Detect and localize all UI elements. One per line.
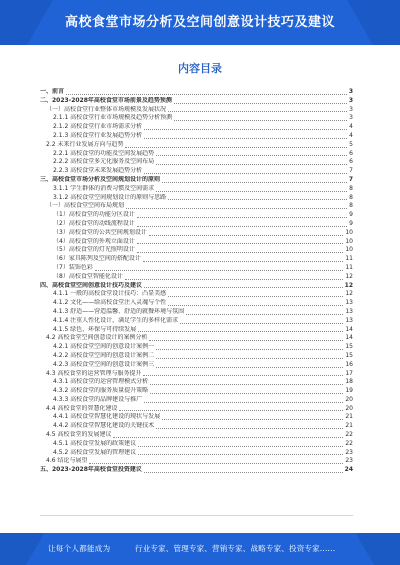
- toc-entry-text: （6）家具陈列及空间的搭配设计: [53, 255, 141, 263]
- toc-leader-dots: [125, 147, 347, 148]
- toc-entry-text: 4.2 高校食堂空间创意设计的案例分析: [46, 334, 148, 342]
- toc-entry[interactable]: [40, 405, 353, 414]
- toc-entry-page: 15: [345, 351, 353, 359]
- toc-entry[interactable]: [40, 114, 353, 123]
- toc-entry[interactable]: [40, 352, 353, 361]
- toc-leader-dots: [150, 393, 343, 394]
- toc-entry-page: 8: [349, 184, 353, 192]
- toc-entry-text: （1）高校食堂的功能分区设计: [53, 211, 135, 219]
- toc-entry[interactable]: [40, 378, 353, 387]
- toc-entry[interactable]: [40, 132, 353, 141]
- toc-entry-text: 4.1.3 舒适——营造温馨、舒适的就餐环境与氛围: [53, 307, 185, 315]
- toc-entry-page: 8: [349, 193, 353, 201]
- toc-entry-text: 2.1.3 高校食堂行业发展趋势分析: [53, 131, 143, 139]
- toc-entry-text: 3.1.2 高校食堂空间规划设计的原则与思路: [53, 193, 167, 201]
- toc-entry-text: 4.2.3 高校食堂空间的创意设计案例三: [53, 360, 155, 368]
- toc-entry[interactable]: [40, 326, 353, 335]
- toc-leader-dots: [174, 103, 347, 104]
- toc-entry-page: 18: [345, 378, 353, 386]
- toc-entry-page: 20: [345, 404, 353, 412]
- footer-slogan-right: 行业专家、管理专家、营销专家、战略专家、投资专家......: [135, 544, 336, 553]
- toc-leader-dots: [143, 375, 343, 376]
- toc-entry-page: 3: [349, 114, 353, 122]
- toc-entry[interactable]: [40, 238, 353, 247]
- toc-entry-text: （3）高校食堂的公共空间规划设计: [53, 228, 147, 236]
- toc-entry[interactable]: [40, 88, 353, 97]
- bottom-divider: [40, 515, 353, 516]
- toc-entry-text: 4.3 高校食堂的运营管理与服务提升: [46, 369, 142, 377]
- page-header: [0, 0, 400, 45]
- toc-entry-page: 6: [349, 149, 353, 157]
- toc-leader-dots: [162, 182, 347, 183]
- toc-entry-page: 10: [345, 237, 353, 245]
- toc-entry-text: 2.1.1 高校食堂行业市场规模及趋势分析预测: [53, 114, 173, 122]
- toc-entry-page: 6: [349, 158, 353, 166]
- toc-entry-page: 17: [345, 369, 353, 377]
- toc-entry-text: 2.2.1 高校食堂的功能及空间发展趋势: [53, 149, 155, 157]
- toc-entry-text: 4.3.2 高校食堂的服务质量提升策略: [53, 387, 149, 395]
- toc-leader-dots: [162, 419, 343, 420]
- toc-entry-text: 3.1.1 学生群体的消费习惯及空间需求: [53, 184, 155, 192]
- toc-entry-text: 4.1.2 文化——给高校食堂注入灵魂与个性: [53, 299, 167, 307]
- toc-leader-dots: [113, 437, 343, 438]
- toc-entry[interactable]: [40, 308, 353, 317]
- toc-entry[interactable]: [40, 202, 353, 211]
- toc-leader-dots: [144, 173, 347, 174]
- toc-entry-text: 2.1.2 高校食堂行业市场需求分析: [53, 123, 143, 131]
- toc-entry-text: （4）高校食堂的外观立面设计: [53, 237, 135, 245]
- toc-entry-text: 4.5.1 高校食堂发展的政策建议: [53, 439, 137, 447]
- toc-entry[interactable]: [40, 361, 353, 370]
- toc-entry[interactable]: [40, 343, 353, 352]
- toc-entry-text: 2.2.3 高校食堂未来发展趋势分析: [53, 167, 143, 175]
- toc-entry-page: 23: [345, 448, 353, 456]
- toc-entry-page: 22: [345, 431, 353, 439]
- toc-leader-dots: [156, 428, 343, 429]
- toc-entry[interactable]: [40, 387, 353, 396]
- toc-leader-dots: [168, 111, 347, 112]
- toc-entry-page: 7: [348, 175, 353, 183]
- toc-entry[interactable]: [40, 123, 353, 132]
- toc-entry[interactable]: [40, 158, 353, 167]
- toc-entry-page: 11: [345, 255, 353, 263]
- toc-entry-page: 8: [349, 202, 353, 210]
- table-of-contents: [40, 88, 353, 475]
- toc-entry-text: （5）高校食堂的灯光照明设计: [53, 246, 135, 254]
- toc-entry[interactable]: [40, 457, 353, 466]
- toc-entry[interactable]: [40, 282, 353, 291]
- toc-entry-text: 4.6 结论与展望: [46, 457, 88, 465]
- toc-entry[interactable]: [40, 317, 353, 326]
- toc-entry-text: 4.1.1 一般的高校食堂设计技巧：凸显美感: [53, 290, 167, 298]
- toc-leader-dots: [149, 340, 343, 341]
- toc-entry[interactable]: [40, 141, 353, 150]
- toc-entry-text: 4.1.5 绿色、环保与可持续发展: [53, 325, 137, 333]
- toc-entry-page: 13: [345, 307, 353, 315]
- toc-leader-dots: [143, 261, 344, 262]
- toc-entry-text: 二、2023-2028年高校食堂市场前景及趋势预测: [40, 96, 172, 104]
- toc-entry[interactable]: [40, 334, 353, 343]
- toc-entry-page: 10: [345, 228, 353, 236]
- toc-entry[interactable]: [40, 413, 353, 422]
- toc-entry-text: 4.1.4 注重人性化设计，满足学生的多样化需求: [53, 316, 179, 324]
- toc-entry[interactable]: [40, 246, 353, 255]
- toc-leader-dots: [168, 305, 343, 306]
- toc-entry-page: 4: [349, 123, 353, 131]
- toc-entry-page: 12: [344, 281, 353, 289]
- toc-leader-dots: [149, 235, 344, 236]
- toc-entry-text: （一）高校食堂行业整体市场规模及发展状况: [46, 105, 167, 113]
- toc-leader-dots: [125, 279, 344, 280]
- toc-entry-text: 4.3.1 高校食堂的运营管理模式分析: [53, 378, 149, 386]
- toc-entry-text: 四、高校食堂空间创意设计技巧及建议: [40, 281, 143, 289]
- toc-entry[interactable]: [40, 466, 353, 475]
- toc-entry[interactable]: [40, 396, 353, 405]
- toc-entry-text: 4.4 高校食堂的智慧化建设: [46, 404, 118, 412]
- toc-entry-text: 4.3.3 高校食堂的品牌建设与推广: [53, 395, 143, 403]
- toc-heading: 内容目录: [178, 62, 222, 75]
- toc-entry[interactable]: [40, 422, 353, 431]
- toc-entry-text: 三、高校食堂市场分析及空间规划设计的原则: [40, 175, 161, 183]
- toc-leader-dots: [95, 270, 344, 271]
- toc-entry-page: 14: [345, 334, 353, 342]
- toc-entry[interactable]: [40, 290, 353, 299]
- toc-entry-page: 21: [345, 422, 353, 430]
- toc-leader-dots: [180, 323, 343, 324]
- toc-entry-page: 13: [345, 316, 353, 324]
- footer-right-decoration: [356, 533, 400, 565]
- toc-entry[interactable]: [40, 150, 353, 159]
- toc-entry-text: （2）高校食堂的动线流程设计: [53, 219, 135, 227]
- toc-entry-page: 12: [345, 272, 353, 280]
- toc-entry[interactable]: [40, 194, 353, 203]
- toc-entry[interactable]: [40, 97, 353, 106]
- toc-entry[interactable]: [40, 449, 353, 458]
- toc-entry-text: 4.5.2 高校食堂发展的管理建议: [53, 448, 137, 456]
- toc-entry[interactable]: [40, 255, 353, 264]
- toc-entry[interactable]: [40, 370, 353, 379]
- toc-entry-page: 4: [349, 131, 353, 139]
- document-title: 高校食堂市场分析及空间创意设计技巧及建议: [64, 15, 335, 30]
- toc-entry[interactable]: [40, 229, 353, 238]
- toc-entry-page: 9: [349, 219, 353, 227]
- toc-entry-page: 23: [345, 457, 353, 465]
- toc-entry-page: 22: [345, 439, 353, 447]
- toc-entry[interactable]: [40, 440, 353, 449]
- toc-leader-dots: [168, 199, 347, 200]
- toc-leader-dots: [144, 402, 343, 403]
- toc-leader-dots: [138, 454, 343, 455]
- toc-entry[interactable]: [40, 431, 353, 440]
- toc-entry[interactable]: [40, 273, 353, 282]
- toc-leader-dots: [137, 226, 347, 227]
- toc-leader-dots: [138, 446, 343, 447]
- toc-leader-dots: [137, 243, 344, 244]
- toc-entry[interactable]: [40, 106, 353, 115]
- toc-leader-dots: [156, 155, 347, 156]
- toc-entry-page: 5: [349, 140, 353, 148]
- toc-entry-page: 19: [345, 387, 353, 395]
- toc-entry-page: 10: [345, 246, 353, 254]
- toc-leader-dots: [119, 410, 343, 411]
- toc-entry-text: 2.2 未来行业发展方向与趋势: [46, 140, 124, 148]
- page-footer: [0, 533, 400, 565]
- toc-entry-page: 3: [349, 105, 353, 113]
- toc-entry-page: 16: [345, 360, 353, 368]
- toc-entry-page: 3: [348, 96, 353, 104]
- toc-entry-page: 14: [345, 325, 353, 333]
- toc-entry-text: 4.2.2 高校食堂空间的创意设计案例二: [53, 351, 155, 359]
- toc-leader-dots: [156, 191, 347, 192]
- toc-leader-dots: [168, 296, 343, 297]
- toc-leader-dots: [89, 463, 343, 464]
- toc-entry[interactable]: [40, 299, 353, 308]
- toc-entry-text: （8）高校食堂智能化设计: [53, 272, 123, 280]
- toc-leader-dots: [150, 384, 343, 385]
- toc-entry-page: 24: [344, 466, 353, 474]
- toc-entry-page: 13: [345, 299, 353, 307]
- toc-leader-dots: [138, 331, 343, 332]
- toc-entry[interactable]: [40, 264, 353, 273]
- toc-entry-text: 4.4.2 高校食堂智慧化建设的关键技术: [53, 422, 155, 430]
- toc-entry-text: （一）高校食堂空间布局规划: [46, 202, 125, 210]
- toc-entry-text: 4.5 高校食堂的发展建议: [46, 431, 112, 439]
- toc-entry-text: 五、2023-2028年高校食堂投资建议: [40, 466, 142, 474]
- toc-leader-dots: [144, 287, 343, 288]
- toc-entry-page: 9: [349, 211, 353, 219]
- toc-entry-text: 一、前言: [40, 88, 65, 95]
- toc-leader-dots: [156, 164, 347, 165]
- toc-entry-text: 4.4.1 高校食堂智慧化建设的现状与发展: [53, 413, 161, 421]
- toc-entry-text: （7）装饰色彩: [53, 263, 93, 271]
- toc-leader-dots: [156, 367, 343, 368]
- footer-slogan-left: 让每个人都能成为: [48, 544, 111, 553]
- toc-leader-dots: [186, 314, 343, 315]
- toc-leader-dots: [137, 217, 347, 218]
- toc-entry-text: 2.2.2 高校食堂多元化服务及空间布局: [53, 158, 155, 166]
- toc-entry-page: 21: [345, 413, 353, 421]
- toc-leader-dots: [144, 138, 347, 139]
- toc-entry-page: 12: [345, 290, 353, 298]
- toc-leader-dots: [156, 358, 343, 359]
- toc-entry[interactable]: [40, 211, 353, 220]
- toc-entry-page: 7: [349, 167, 353, 175]
- toc-leader-dots: [156, 349, 343, 350]
- toc-leader-dots: [144, 129, 347, 130]
- toc-entry-page: 11: [345, 263, 353, 271]
- toc-leader-dots: [144, 472, 343, 473]
- toc-leader-dots: [174, 120, 347, 121]
- toc-entry[interactable]: [40, 176, 353, 185]
- toc-entry[interactable]: [40, 167, 353, 176]
- toc-entry-text: 4.2.1 高校食堂空间的创意设计案例一: [53, 343, 155, 351]
- toc-leader-dots: [137, 252, 344, 253]
- toc-entry-page: 3: [348, 88, 353, 95]
- toc-leader-dots: [126, 208, 347, 209]
- footer-left-decoration: [0, 533, 44, 565]
- toc-entry[interactable]: [40, 220, 353, 229]
- toc-entry-page: 20: [345, 395, 353, 403]
- toc-leader-dots: [66, 94, 347, 95]
- toc-entry-page: 15: [345, 343, 353, 351]
- toc-entry[interactable]: [40, 185, 353, 194]
